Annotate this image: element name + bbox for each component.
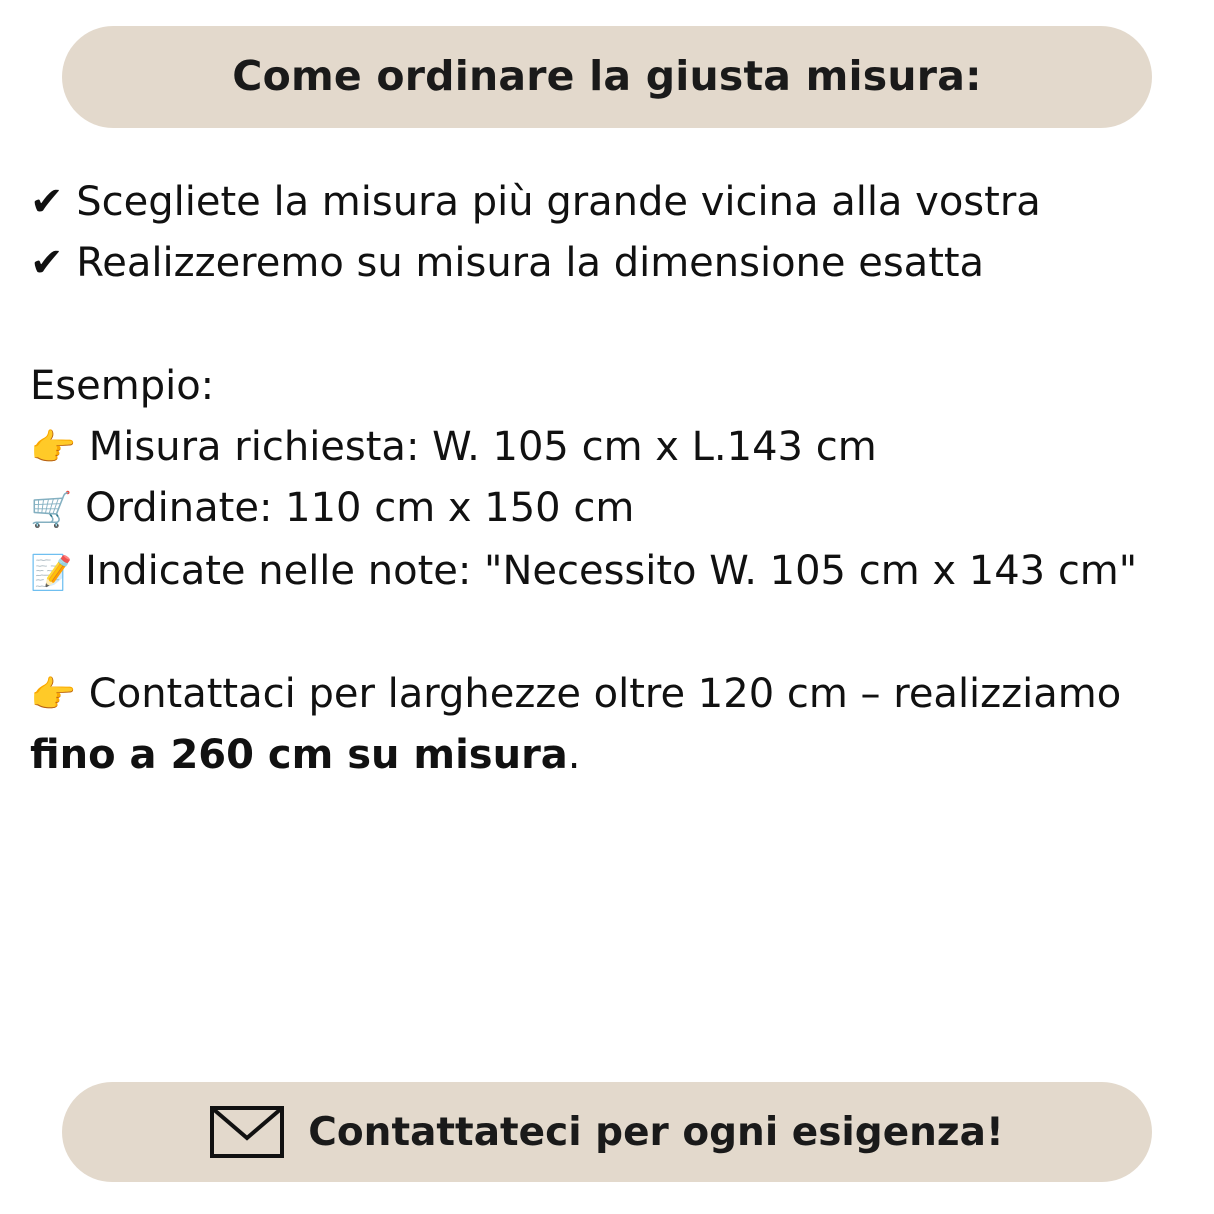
- contact-note: [30, 664, 1190, 786]
- check-icon: ✔: [30, 179, 64, 225]
- spacer: [30, 604, 1190, 664]
- contact-note-text: Contattaci per larghezze oltre 120 cm – realizziamo: [88, 671, 1122, 717]
- memo-icon: 📝: [30, 553, 73, 593]
- example-line: [30, 541, 1190, 604]
- header-banner: [62, 26, 1152, 128]
- check-icon: ✔: [30, 240, 64, 286]
- footer-text: Contattateci per ogni esigenza!: [308, 1109, 1004, 1155]
- spacer: [30, 294, 1190, 356]
- example-line: [30, 478, 1190, 541]
- pointing-hand-icon: 👉: [30, 673, 77, 716]
- bullet-text: Scegliete la misura più grande vicina alla vostra: [76, 179, 1041, 225]
- example-text: Indicate nelle note: "Necessito W. 105 cm x 143 cm": [85, 548, 1138, 594]
- example-line: [30, 417, 1190, 478]
- envelope-icon: [210, 1106, 284, 1158]
- bullet-item: [30, 233, 1190, 294]
- example-label: Esempio:: [30, 363, 215, 409]
- footer-banner: [62, 1082, 1152, 1182]
- pointing-hand-icon: 👉: [30, 426, 77, 469]
- shopping-cart-icon: 🛒: [30, 490, 73, 530]
- contact-note-highlight: fino a 260 cm su misura: [30, 732, 568, 778]
- bullet-item: [30, 172, 1190, 233]
- page-title: Come ordinare la giusta misura:: [232, 52, 982, 101]
- contact-note-suffix: .: [567, 732, 581, 778]
- bullet-text: Realizzeremo su misura la dimensione esatta: [76, 240, 985, 286]
- example-text: Misura richiesta: W. 105 cm x L.143 cm: [88, 424, 877, 470]
- example-text: Ordinate: 110 cm x 150 cm: [85, 485, 635, 531]
- content-body: [30, 172, 1190, 786]
